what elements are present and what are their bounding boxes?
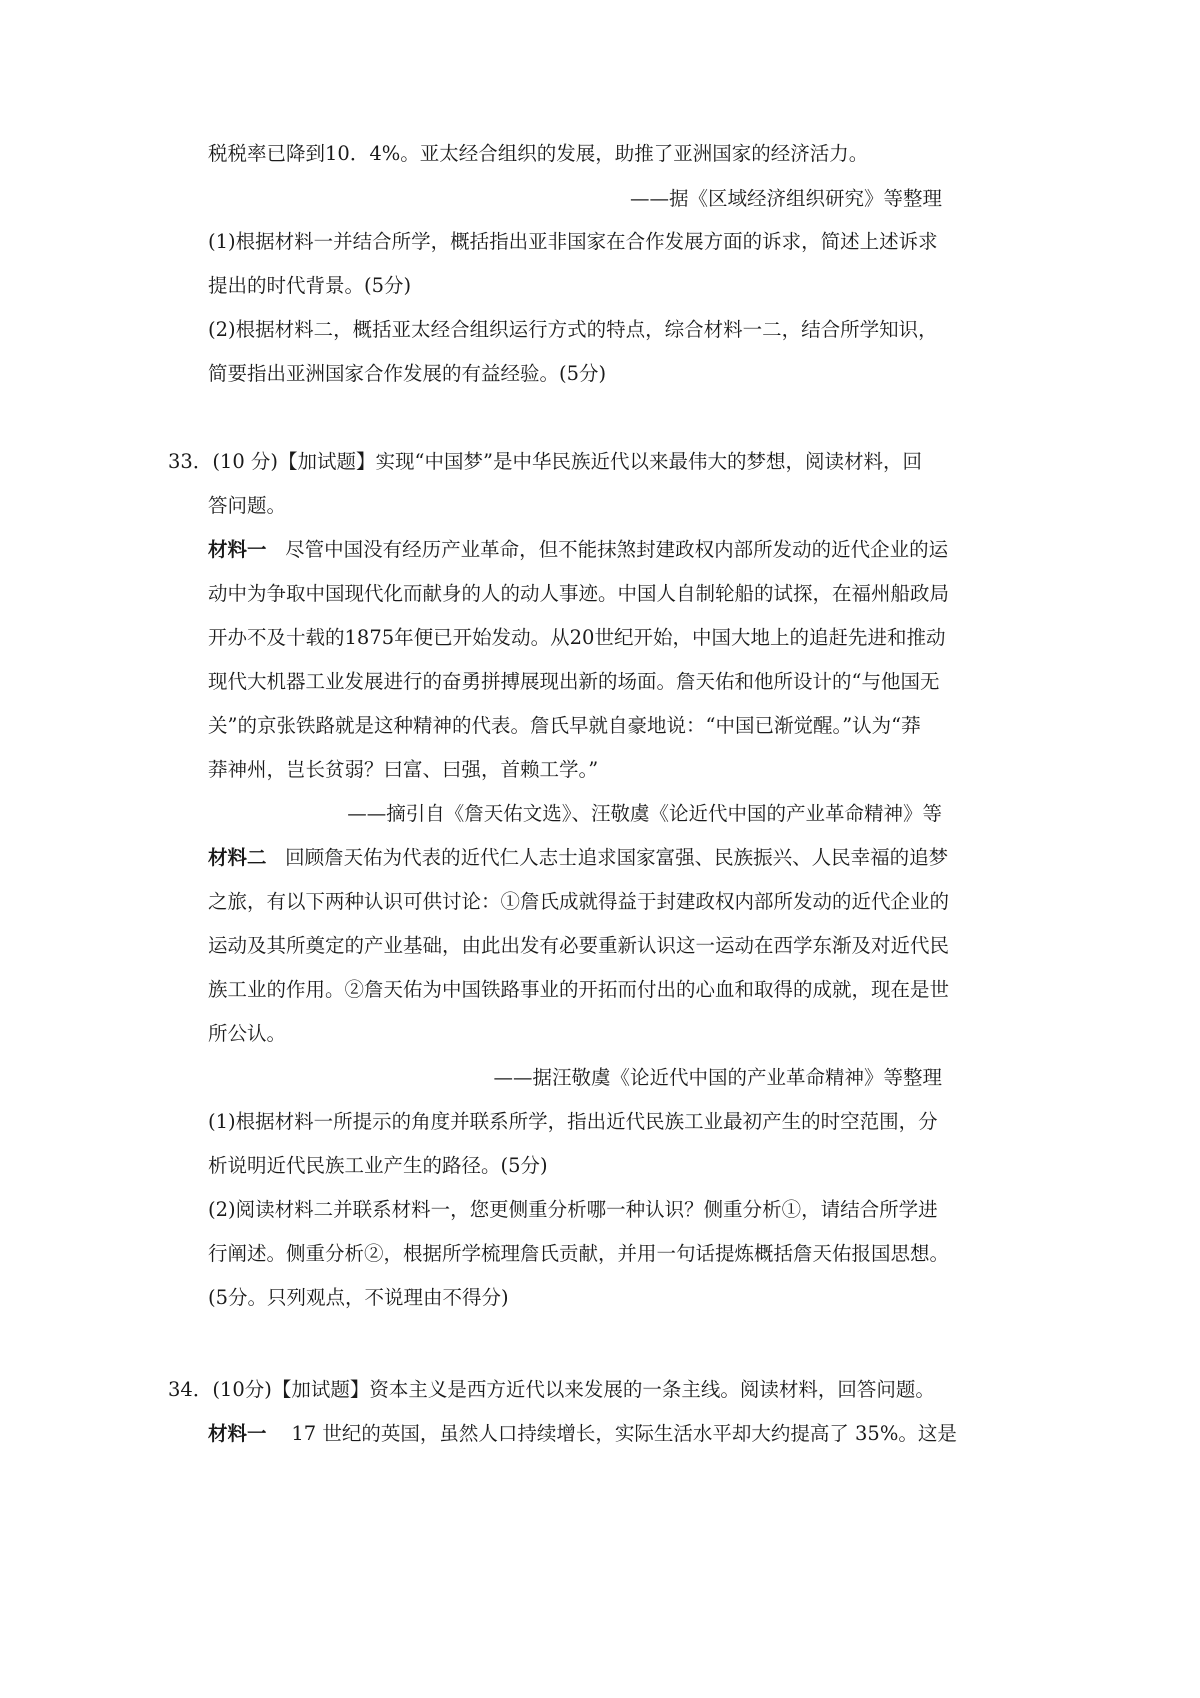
q33-subquestion-2: (2)阅读材料二并联系材料一，您更侧重分析哪一种认识？侧重分析①，请结合所学进: [208, 1198, 938, 1221]
q33-material-2-line-2: 之旅，有以下两种认识可供讨论：①詹氏成就得益于封建政权内部所发动的近代企业的: [208, 890, 950, 913]
q33-subquestion-1-cont: 析说明近代民族工业产生的路径。(5分): [208, 1154, 548, 1177]
q33-material-1-line-2: 动中为争取中国现代化而献身的人的动人事迹。中国人自制轮船的试探，在福州船政局: [208, 582, 950, 605]
q33-subquestion-2-cont: 行阐述。侧重分析②，根据所学梳理詹氏贡献，并用一句话提炼概括詹天佑报国思想。: [208, 1242, 950, 1265]
q32-subquestion-2: (2)根据材料二，概括亚太经合组织运行方式的特点，综合材料一二，结合所学知识，: [208, 318, 938, 341]
q33-material-1-line-3: 开办不及十载的1875年便已开始发动。从20世纪开始，中国大地上的追赶先进和推动: [208, 626, 946, 649]
q33-material-1-source: ——摘引自《詹天佑文选》、汪敬虞《论近代中国的产业革命精神》等: [347, 802, 942, 825]
q34-heading: 34．(10分)【加试题】资本主义是西方近代以来发展的一条主线。阅读材料，回答问题。: [168, 1378, 935, 1401]
q32-subquestion-2-cont: 简要指出亚洲国家合作发展的有益经验。(5分): [208, 362, 607, 385]
q33-material-2-line-4: 族工业的作用。②詹天佑为中国铁路事业的开拓而付出的心血和取得的成就，现在是世: [208, 978, 950, 1001]
q33-material-1-label: 材料一: [208, 538, 267, 561]
q32-source: ——据《区域经济组织研究》等整理: [629, 187, 942, 210]
q33-material-1-text: 尽管中国没有经历产业革命，但不能抹煞封建政权内部所发动的近代企业的运: [285, 538, 949, 561]
q34-material-1-line-1: [208, 1420, 957, 1448]
q33-heading-cont: 答问题。: [208, 494, 287, 517]
q33-material-2-line-1: [208, 844, 948, 872]
q33-material-1-line-1: [208, 536, 948, 564]
q33-material-1-line-5: 关”的京张铁路就是这种精神的代表。詹氏早就自豪地说：“中国已渐觉醒。”认为“莽: [208, 714, 921, 737]
q33-material-2-text: 回顾詹天佑为代表的近代仁人志士追求国家富强、民族振兴、人民幸福的追梦: [285, 846, 949, 869]
q32-subquestion-1: (1)根据材料一并结合所学，概括指出亚非国家在合作发展方面的诉求，简述上述诉求: [208, 230, 938, 253]
q34-material-1-label: 材料一: [208, 1422, 267, 1445]
q33-material-2-line-5: 所公认。: [208, 1022, 287, 1045]
q33-material-2-line-3: 运动及其所奠定的产业基础，由此出发有必要重新认识这一运动在西学东渐及对近代民: [208, 934, 950, 957]
q33-subquestion-2-note: (5分。只列观点，不说理由不得分): [208, 1286, 509, 1309]
q33-subquestion-1: (1)根据材料一所提示的角度并联系所学，指出近代民族工业最初产生的时空范围，分: [208, 1110, 938, 1133]
q33-material-1-line-4: 现代大机器工业发展进行的奋勇拼搏展现出新的场面。詹天佑和他所设计的“与他国无: [208, 670, 940, 693]
q33-material-2-label: 材料二: [208, 846, 267, 869]
q34-material-1-text: 17 世纪的英国，虽然人口持续增长，实际生活水平却大约提高了 35%。这是: [291, 1422, 957, 1445]
q33-material-2-source: ——据汪敬虞《论近代中国的产业革命精神》等整理: [493, 1066, 942, 1089]
q32-subquestion-1-cont: 提出的时代背景。(5分): [208, 274, 412, 297]
q33-material-1-line-6: 莽神州，岂长贫弱？曰富、曰强，首赖工学。”: [208, 758, 599, 781]
q33-heading: 33．(10 分)【加试题】实现“中国梦”是中华民族近代以来最伟大的梦想，阅读材料，回: [168, 450, 922, 473]
q32-material-continuation: 税税率已降到10．4%。亚太经合组织的发展，助推了亚洲国家的经济活力。: [208, 142, 869, 165]
